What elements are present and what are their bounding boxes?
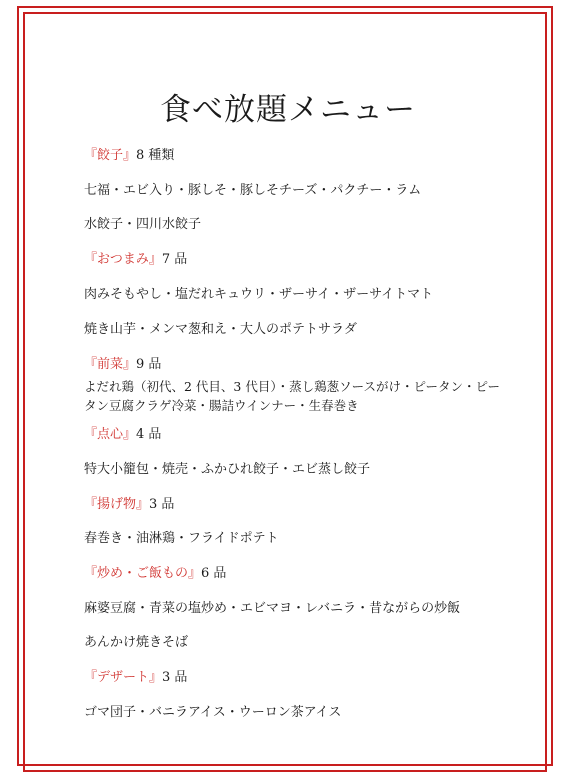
- menu-item-line: 七福・エビ入り・豚しそ・豚しそチーズ・パクチー・ラム: [84, 183, 422, 198]
- section-count: 8 種類: [136, 148, 175, 163]
- menu-item-line: 肉みそもやし・塩だれキュウリ・ザーサイ・ザーサイトマト: [84, 287, 434, 302]
- section-count: 4 品: [136, 427, 162, 442]
- menu-item-line: タン豆腐クラゲ冷菜・腸詰ウインナー・生春巻き: [84, 398, 359, 413]
- menu-item-line: 特大小籠包・焼売・ふかひれ餃子・エビ蒸し餃子: [84, 462, 371, 477]
- section-heading-tenshin: [84, 423, 161, 442]
- section-name: 『前菜』: [84, 357, 137, 372]
- section-heading-otsumami: [84, 248, 187, 267]
- section-count: 9 品: [136, 357, 162, 372]
- section-heading-gyoza: [84, 144, 174, 163]
- section-count: 3 品: [149, 497, 175, 512]
- section-name: 『デザート』: [84, 670, 163, 685]
- section-heading-itame-gohan: [84, 562, 226, 581]
- menu-item-line: 麻婆豆腐・青菜の塩炒め・エビマヨ・レバニラ・昔ながらの炒飯: [84, 601, 461, 616]
- section-name: 『おつまみ』: [84, 252, 162, 267]
- section-name: 『点心』: [84, 427, 137, 442]
- section-count: 6 品: [201, 566, 227, 581]
- menu-title: 食べ放題メニュー: [160, 92, 416, 128]
- menu-item-line: 春巻き・油淋鶏・フライドポテト: [84, 531, 279, 546]
- section-name: 『炒め・ご飯もの』: [84, 566, 202, 581]
- section-heading-agemono: [84, 493, 174, 512]
- section-name: 『餃子』: [84, 148, 137, 163]
- section-count: 7 品: [161, 252, 188, 267]
- menu-item-line: ゴマ団子・バニラアイス・ウーロン茶アイス: [84, 705, 342, 720]
- menu-item-line: 焼き山芋・メンマ葱和え・大人のポテトサラダ: [84, 322, 357, 337]
- section-name: 『揚げ物』: [84, 497, 150, 512]
- section-heading-dessert: [84, 666, 187, 685]
- section-heading-zensai: [84, 353, 161, 372]
- menu-item-line: よだれ鶏（初代、2 代目、3 代目）・蒸し鶏葱ソースがけ・ピータン・ピー: [84, 379, 500, 394]
- section-count: 3 品: [162, 670, 188, 685]
- menu-item-line: 水餃子・四川水餃子: [84, 217, 202, 232]
- menu-item-line: あんかけ焼きそば: [84, 635, 189, 650]
